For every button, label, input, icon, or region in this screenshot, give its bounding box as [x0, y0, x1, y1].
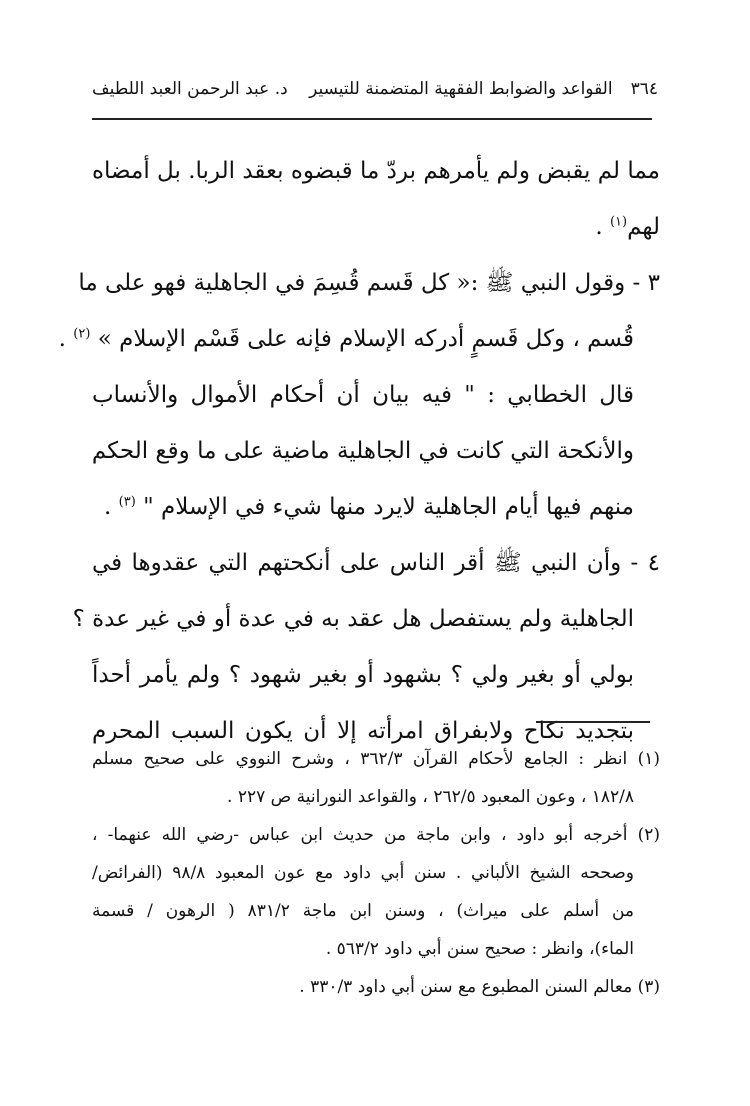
text-line: قال الخطابي : " فيه بيان أن أحكام الأموال والأنساب — [92, 382, 634, 408]
text-line: والأنكحة التي كانت في الجاهلية ماضية على ما وقع الحكم — [91, 438, 634, 464]
footnote-1 — [92, 740, 660, 816]
text-fragment: منهم فيها أيام الجاهلية لايرد منها شيء في الإسلام " — [143, 494, 634, 520]
main-text — [58, 143, 660, 759]
footnote-line: ١٨٢/٨ ، وعون المعبود ٢٦٢/٥ ، والقواعد النورانية ص ٢٢٧ . — [227, 787, 634, 807]
footnote-2 — [92, 816, 660, 968]
text-line — [92, 479, 660, 535]
text-line: الجاهلية ولم يستفصل هل عقد به في عدة أو في غير عدة ؟ — [72, 606, 634, 632]
text-fragment: لهم — [627, 214, 660, 240]
text-fragment: قُسم ، وكل قَسمٍ أدركه الإسلام فإنه على قَسْم الإسلام » — [97, 326, 634, 352]
numbered-item-4 — [72, 535, 660, 759]
footnote-line: وصححه الشيخ الألباني . سنن أبي داود مع عون المعبود ٩٨/٨ (الفرائض/ — [92, 863, 634, 883]
running-header — [92, 74, 658, 104]
text-line: بولي أو بغير ولي ؟ بشهود أو بغير شهود ؟ ولم يأمر أحداً — [92, 662, 634, 688]
header-rule — [92, 118, 652, 120]
text-line: ٣ - وقول النبي ﷺ :« كل قَسم قُسِمَ في الجاهلية فهو على ما — [78, 270, 660, 296]
text-fragment: . — [104, 494, 112, 520]
footnote-ref-2: (٢) — [73, 326, 91, 342]
text-fragment: . — [595, 214, 603, 240]
header-title-group — [309, 74, 658, 104]
footnotes — [92, 740, 660, 1006]
footnote-ref-3: (٣) — [118, 494, 136, 510]
footnote-line: الماء)، وانظر : صحيح سنن أبي داود ٥٦٣/٢ . — [325, 939, 634, 959]
page-number: ٣٦٤ — [630, 79, 658, 99]
footnote-line: (١) انظر : الجامع لأحكام القرآن ٣٦٢/٣ ، وشرح النووي على صحيح مسلم — [92, 749, 660, 769]
footnote-3 — [92, 968, 660, 1006]
text-line: مما لم يقبض ولم يأمرهم بردّ ما قبضوه بعقد الربا. بل أمضاه — [92, 158, 660, 184]
author-name: د. عبد الرحمن العبد اللطيف — [92, 79, 288, 99]
footnote-separator — [536, 721, 650, 723]
text-line — [58, 311, 660, 367]
footnote-line: (٣) معالم السنن المطبوع مع سنن أبي داود ٣٣٠/٣ . — [299, 977, 660, 997]
text-line — [92, 199, 660, 255]
khattabi-quote — [92, 367, 660, 535]
paragraph-1 — [92, 143, 660, 255]
text-line: بتجديد نكاح ولابفراق امرأته إلا أن يكون السبب المحرم — [92, 718, 634, 744]
text-fragment: . — [58, 326, 66, 352]
text-line: ٤ - وأن النبي ﷺ أقر الناس على أنكحتهم التي عقدوها في — [92, 550, 660, 576]
book-title: القواعد والضوابط الفقهية المتضمنة للتيسير — [309, 79, 613, 99]
footnote-line: (٢) أخرجه أبو داود ، وابن ماجة من حديث ابن عباس -رضي الله عنهما- ، — [92, 825, 660, 845]
footnote-ref-1: (١) — [609, 214, 628, 230]
footnote-line: من أسلم على ميراث) ، وسنن ابن ماجة ٨٣١/٢ ( الرهون / قسمة — [92, 901, 634, 921]
numbered-item-3 — [58, 255, 660, 367]
